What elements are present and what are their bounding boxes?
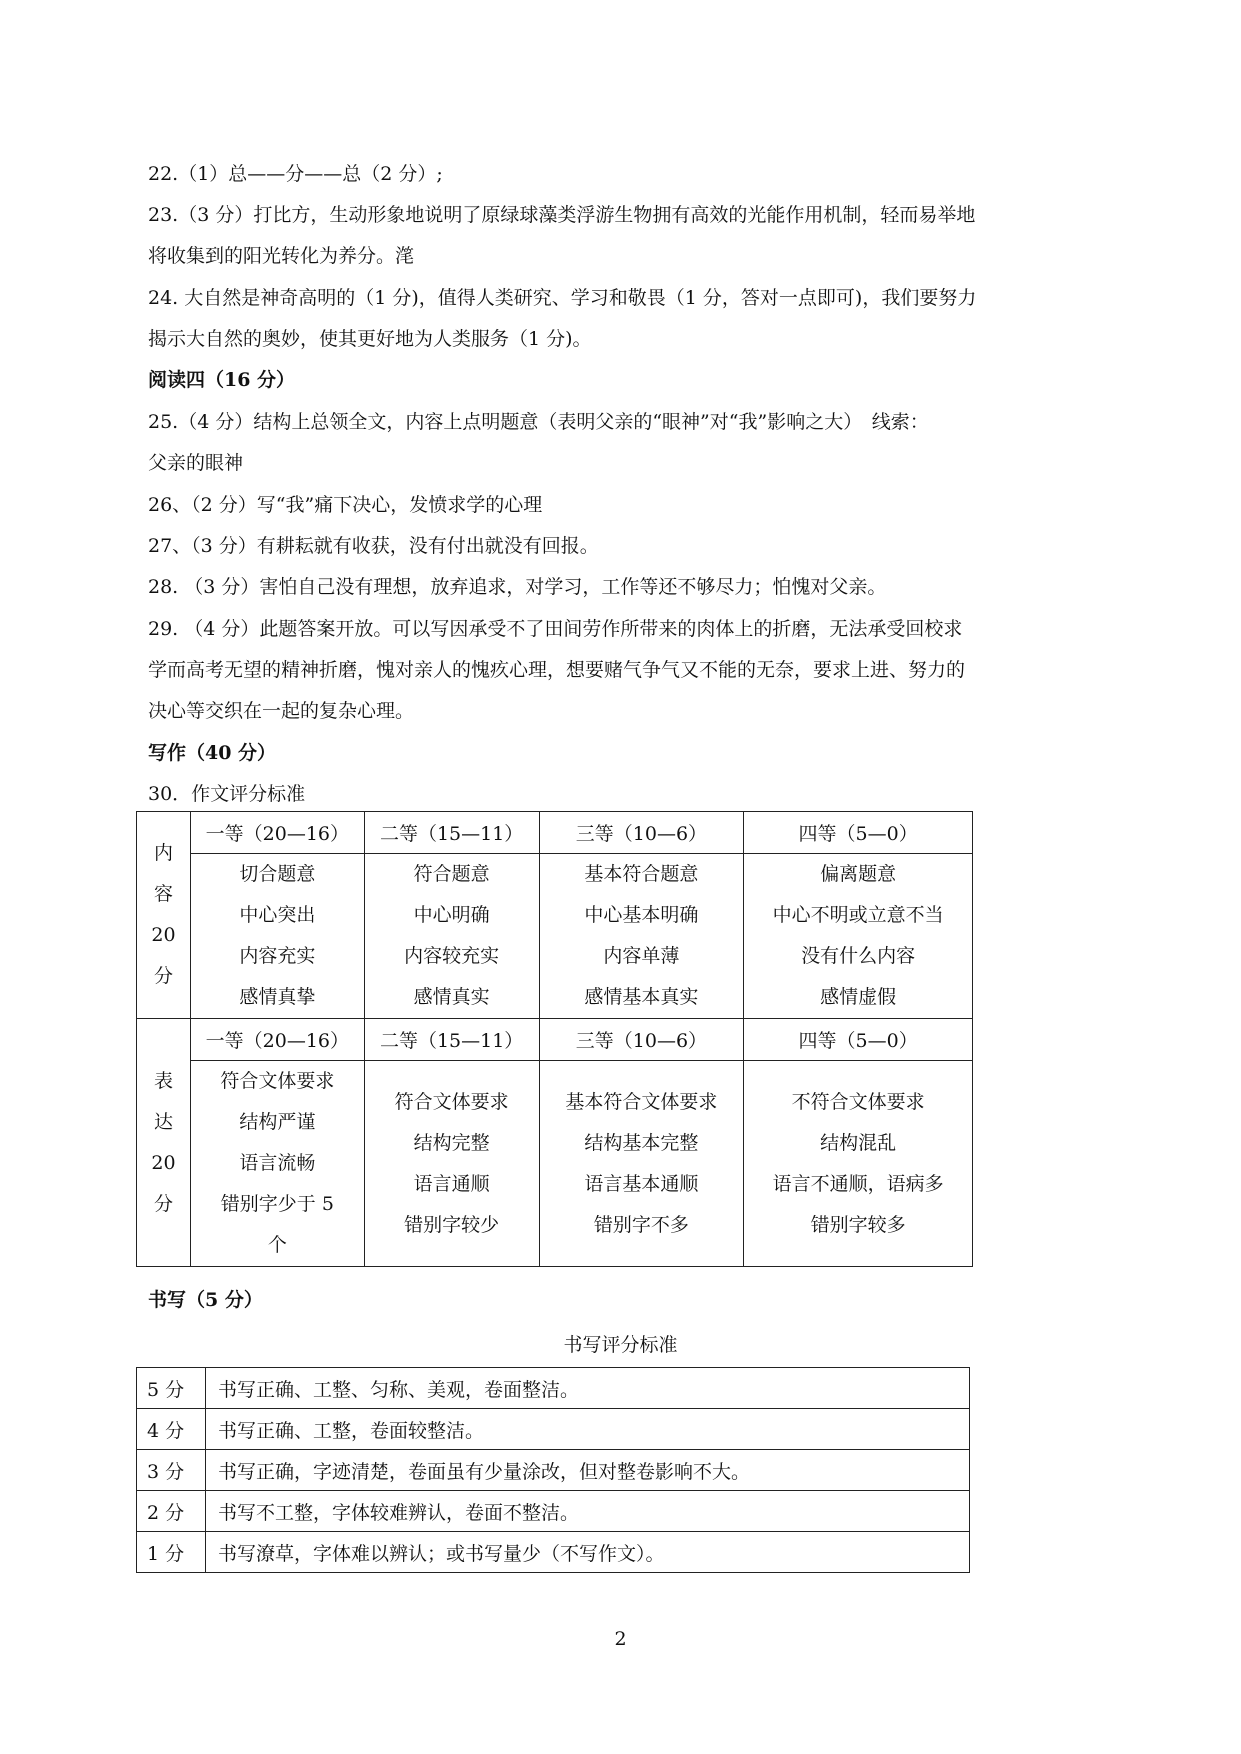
criterion: 内容单薄 [603,945,680,967]
criterion: 感情真实 [413,986,490,1008]
answer-22: 22.（1）总——分——总（2 分）; [148,163,443,185]
answer-28: 28. （3 分）害怕自己没有理想，放弃追求，对学习，工作等还不够尽力；怕愧对父亲。 [148,576,887,598]
criterion: 结构基本完整 [584,1131,699,1154]
answer-26: 26、（2 分）写“我”痛下决心，发愤求学的心理 [148,494,543,516]
expression-label-char-1: 表 [153,1069,173,1092]
grade-header-4: 四等（5—0） [744,1019,973,1061]
handwriting-score: 5 分 [137,1368,206,1409]
answer-29-line2: 学而高考无望的精神折磨，愧对亲人的愧疚心理，想要赌气争气又不能的无奈，要求上进、努力的 [148,659,966,681]
criterion: 偏离题意 [820,863,897,885]
answer-29-line1: 29. （4 分）此题答案开放。可以写因承受不了田间劳作所带来的肉体上的折磨，无法承受回校求 [148,618,963,640]
content-grade-3 [539,854,744,1019]
criterion: 结构完整 [413,1131,490,1154]
grade-header-2: 二等（15—11） [364,1019,539,1061]
criterion: 语言不通顺，语病多 [772,1172,944,1195]
answer-23-line1: 23.（3 分）打比方，生动形象地说明了原绿球藻类浮游生物拥有高效的光能作用机制，轻而易举地 [148,204,976,226]
expression-grade-header-row [137,1019,973,1061]
handwriting-desc: 书写潦草，字体难以辨认；或书写量少（不写作文）。 [206,1532,970,1573]
criterion: 中心基本明确 [584,904,699,926]
content-label-char-2: 容 [153,883,173,905]
content-grade-header-row [137,812,973,854]
criterion: 中心突出 [239,904,316,926]
criterion: 错别字较多 [810,1213,906,1236]
handwriting-desc: 书写正确，字迹清楚，卷面虽有少量涂改，但对整卷影响不大。 [206,1450,970,1491]
handwriting-row [137,1491,970,1532]
handwriting-desc: 书写不工整，字体较难辨认，卷面不整洁。 [206,1491,970,1532]
criterion: 感情虚假 [820,986,897,1008]
expression-grade-4 [744,1061,973,1267]
content-grade-4 [744,854,973,1019]
handwriting-score: 3 分 [137,1450,206,1491]
criterion: 感情基本真实 [584,986,699,1008]
handwriting-desc: 书写正确、工整、匀称、美观，卷面整洁。 [206,1368,970,1409]
criterion: 语言基本通顺 [584,1172,699,1195]
criterion: 错别字不多 [593,1213,689,1236]
section-reading-4: 阅读四（16 分） [148,369,296,391]
grade-header-4: 四等（5—0） [744,812,973,854]
expression-grade-1 [190,1061,364,1267]
handwriting-score: 4 分 [137,1409,206,1450]
essay-grading-table [136,811,973,1267]
answer-25-line1: 25.（4 分）结构上总领全文，内容上点明题意（表明父亲的“眼神”对“我”影响之大） 线索： [148,411,929,433]
criterion: 语言通顺 [413,1172,490,1195]
grade-header-3: 三等（10—6） [539,1019,744,1061]
expression-label-unit: 分 [153,1192,173,1215]
criterion: 不符合文体要求 [791,1090,925,1113]
handwriting-score: 1 分 [137,1532,206,1573]
content-grade-2 [364,854,539,1019]
expression-row-label [137,1019,191,1267]
section-writing: 写作（40 分） [148,742,277,764]
content-criteria-row [137,854,973,1019]
content-label-score: 20 [151,924,176,946]
criterion: 符合文体要求 [394,1090,509,1113]
content-label-unit: 分 [153,965,173,987]
grade-header-2: 二等（15—11） [364,812,539,854]
criterion: 内容较充实 [404,945,500,967]
handwriting-row [137,1368,970,1409]
criterion: 没有什么内容 [801,945,916,967]
handwriting-desc: 书写正确、工整，卷面较整洁。 [206,1409,970,1450]
grade-header-1: 一等（20—16） [190,1019,364,1061]
handwriting-row [137,1409,970,1450]
handwriting-table-caption: 书写评分标准 [563,1334,678,1356]
criterion: 感情真挚 [239,986,316,1008]
content-grade-1 [190,854,364,1019]
handwriting-row [137,1450,970,1491]
handwriting-grading-table [136,1367,970,1573]
handwriting-row [137,1532,970,1573]
expression-grade-3 [539,1061,744,1267]
criterion: 符合题意 [413,863,490,885]
content-label-char-1: 内 [153,842,173,864]
criterion: 中心明确 [413,904,490,926]
criterion: 内容充实 [239,945,316,967]
answer-25-line2: 父亲的眼神 [148,452,244,474]
criterion: 符合文体要求 [220,1070,335,1092]
expression-label-score: 20 [151,1151,176,1174]
expression-label-char-2: 达 [153,1110,173,1133]
grade-header-1: 一等（20—16） [190,812,364,854]
criterion: 中心不明或立意不当 [772,904,944,926]
criterion: 结构混乱 [820,1131,897,1154]
criterion: 结构严谨 [239,1111,316,1133]
answer-24-line2: 揭示大自然的奥妙，使其更好地为人类服务（1 分)。 [148,328,592,350]
answer-27: 27、（3 分）有耕耘就有收获，没有付出就没有回报。 [148,535,599,557]
answer-24-line1: 24. 大自然是神奇高明的（1 分)，值得人类研究、学习和敬畏（1 分，答对一点即可)，我们要努力 [148,287,977,309]
grade-header-3: 三等（10—6） [539,812,744,854]
answer-29-line3: 决心等交织在一起的复杂心理。 [148,700,415,722]
expression-criteria-row [137,1061,973,1267]
question-30: 30．作文评分标准 [148,783,306,805]
content-row-label [137,812,191,1019]
section-handwriting: 书写（5 分） [148,1289,263,1311]
criterion: 基本符合文体要求 [565,1090,718,1113]
handwriting-score: 2 分 [137,1491,206,1532]
criterion: 错别字少于 5 [220,1193,334,1215]
expression-grade-2 [364,1061,539,1267]
criterion: 基本符合题意 [584,863,699,885]
criterion: 语言流畅 [239,1152,316,1174]
page-number: 2 [614,1628,627,1650]
answer-23-line2: 将收集到的阳光转化为养分。滗 [148,245,415,267]
criterion: 错别字较少 [404,1213,500,1236]
criterion: 个 [267,1234,287,1256]
criterion: 切合题意 [239,863,316,885]
